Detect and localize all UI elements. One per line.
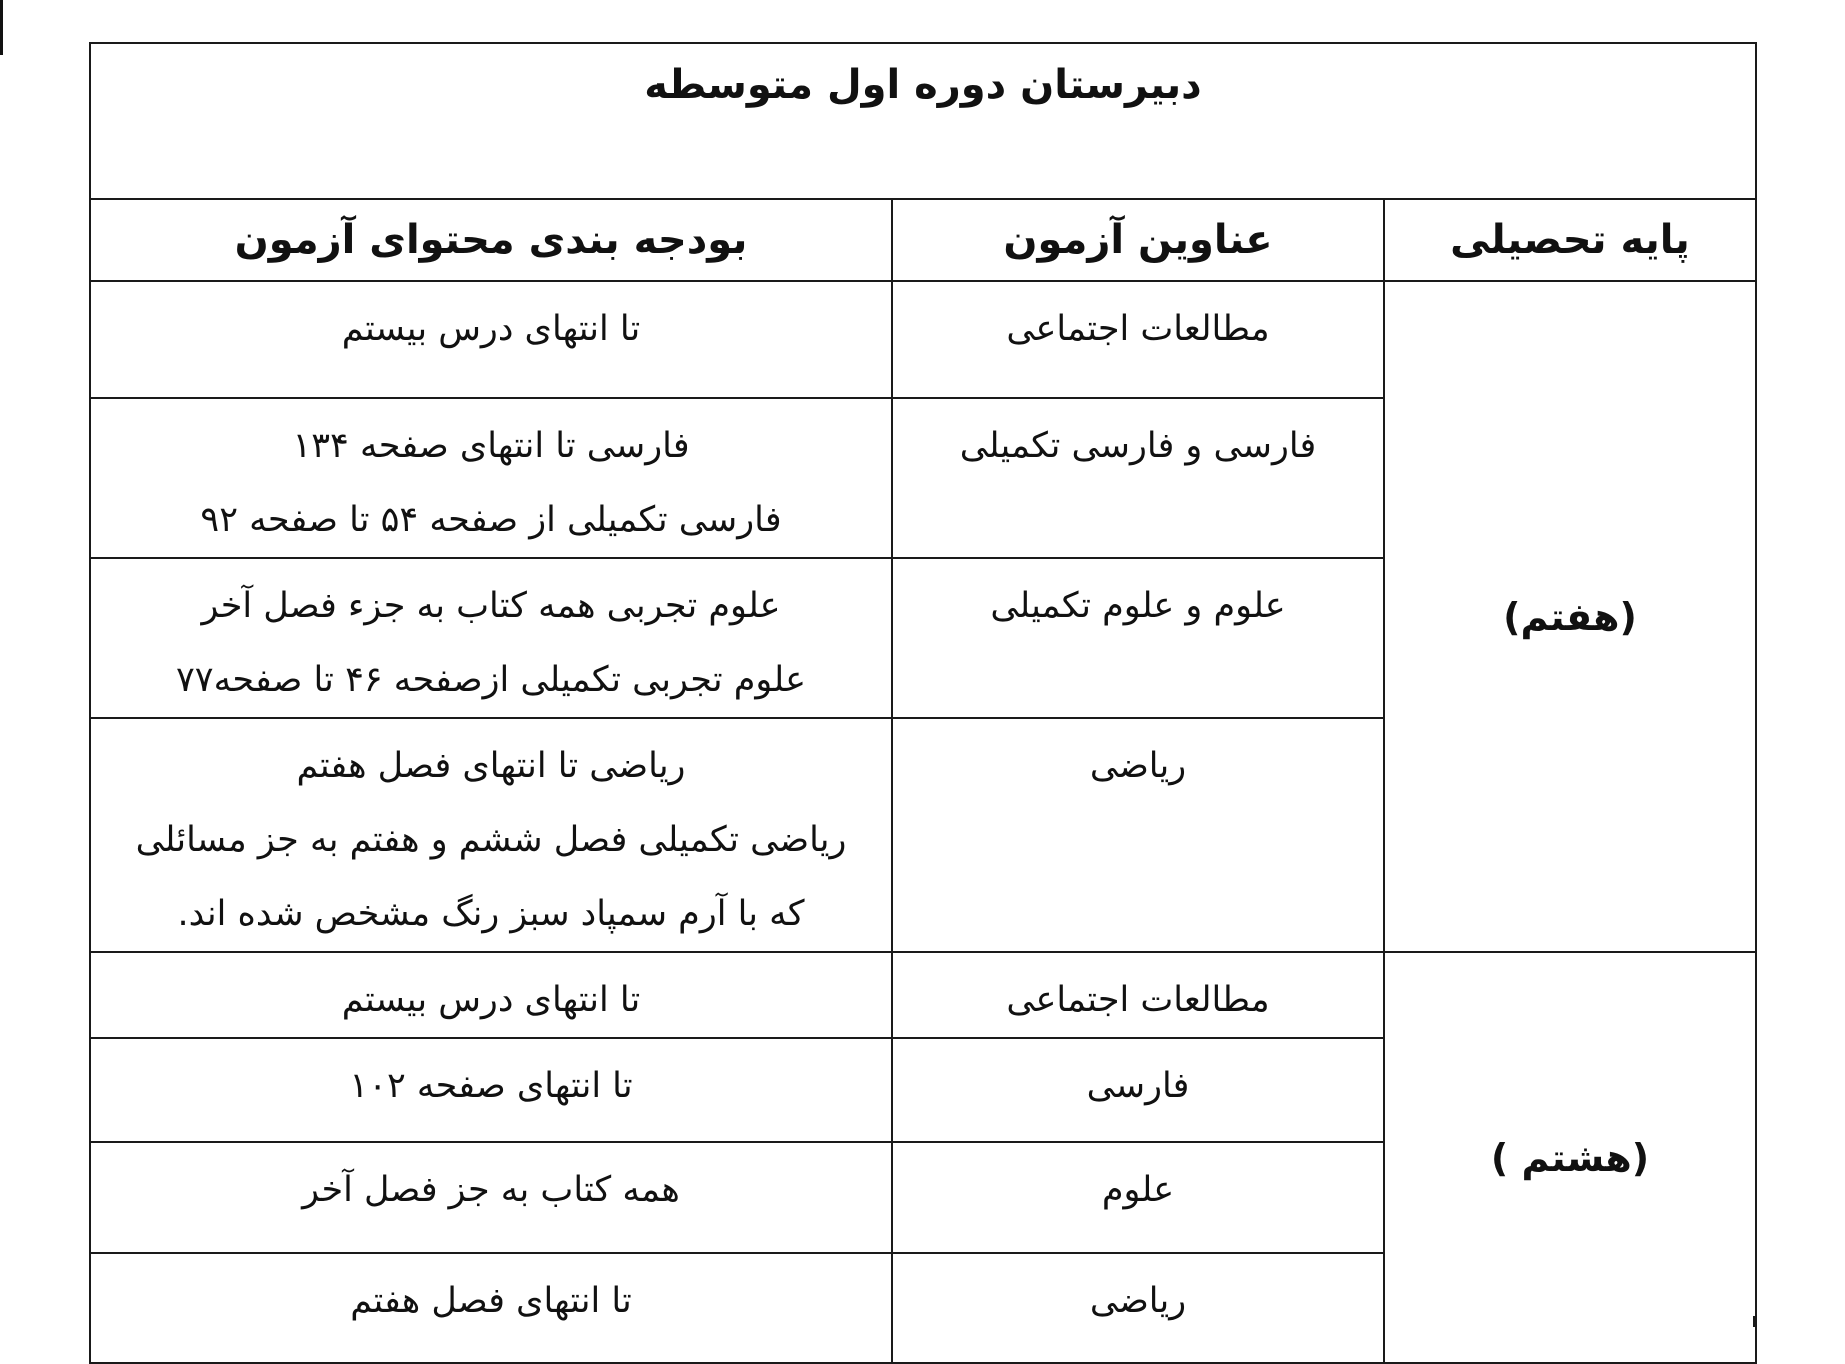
subject-name: ریاضی — [1089, 746, 1187, 786]
content-line: علوم تجربی تکمیلی ازصفحه ۴۶ تا صفحه۷۷ — [176, 660, 806, 700]
page-edge-mark — [0, 0, 3, 55]
table-continuation-edge — [89, 1316, 1755, 1327]
grade-header: پایه تحصیلی — [1384, 199, 1756, 281]
content-cell — [90, 1142, 892, 1253]
subject-name: علوم — [1101, 1170, 1175, 1210]
content-cell — [90, 281, 892, 398]
subject-name: فارسی و فارسی تکمیلی — [959, 426, 1317, 466]
subject-name: ریاضی — [1089, 1281, 1187, 1321]
subject-cell — [892, 558, 1384, 718]
subject-name: مطالعات اجتماعی — [1006, 309, 1270, 349]
subject-cell — [892, 1038, 1384, 1142]
exam-budget-table — [89, 42, 1757, 1364]
subject-cell — [892, 1253, 1384, 1363]
table-row — [90, 952, 1756, 1038]
content-line: علوم تجربی همه کتاب به جزء فصل آخر — [201, 586, 781, 626]
content-line: ریاضی تکمیلی فصل ششم و هفتم به جز مسائلی — [135, 820, 847, 860]
content-cell — [90, 1253, 892, 1363]
subject-cell — [892, 281, 1384, 398]
grade-label: (هشتم ) — [1384, 952, 1756, 1363]
content-cell — [90, 952, 892, 1038]
content-header: بودجه بندی محتوای آزمون — [90, 199, 892, 281]
content-line: تا انتهای فصل هفتم — [350, 1281, 632, 1321]
school-title: دبیرستان دوره اول متوسطه — [90, 43, 1756, 199]
content-line: ریاضی تا انتهای فصل هفتم — [296, 746, 686, 786]
subject-name: علوم و علوم تکمیلی — [990, 586, 1286, 626]
content-line: فارسی تکمیلی از صفحه ۵۴ تا صفحه ۹۲ — [200, 500, 782, 540]
title-row — [90, 43, 1756, 199]
grade-label: (هفتم) — [1384, 281, 1756, 952]
table-row — [90, 281, 1756, 398]
content-cell — [90, 1038, 892, 1142]
content-line: تا انتهای درس بیستم — [341, 980, 641, 1020]
cropped-previous-text — [0, 0, 1845, 20]
content-cell — [90, 718, 892, 952]
content-line: همه کتاب به جز فصل آخر — [302, 1170, 680, 1210]
content-cell — [90, 398, 892, 558]
content-line: فارسی تا انتهای صفحه ۱۳۴ — [292, 426, 690, 466]
subject-cell — [892, 718, 1384, 952]
content-cell — [90, 558, 892, 718]
header-row — [90, 199, 1756, 281]
subject-name: فارسی — [1086, 1066, 1190, 1106]
subject-name: مطالعات اجتماعی — [1006, 980, 1270, 1020]
subject-cell — [892, 398, 1384, 558]
content-line: که با آرم سمپاد سبز رنگ مشخص شده اند. — [177, 894, 805, 934]
subject-header: عناوین آزمون — [892, 199, 1384, 281]
subject-cell — [892, 952, 1384, 1038]
content-line: تا انتهای صفحه ۱۰۲ — [349, 1066, 633, 1106]
content-line: تا انتهای درس بیستم — [341, 309, 641, 349]
subject-cell — [892, 1142, 1384, 1253]
